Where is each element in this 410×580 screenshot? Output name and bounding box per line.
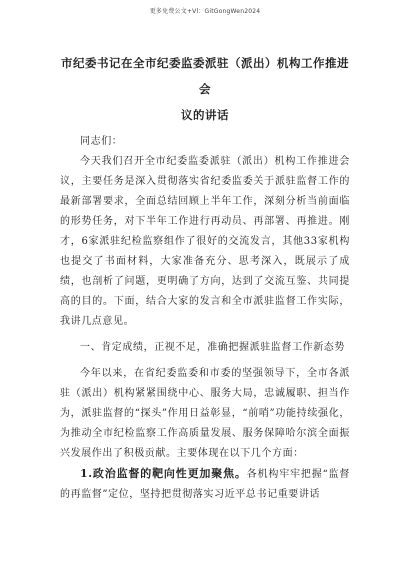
header-note: 更多免费公文+Vl：GitGongWen2024 (149, 8, 261, 15)
title-line-1: 市纪委书记在全市纪委监委派驻（派出）机构工作推进会 (61, 56, 349, 96)
document-title (60, 50, 350, 128)
document-body (60, 50, 350, 505)
title-line-2: 议的讲话 (181, 108, 229, 122)
paragraph-achievements: 今年以来，在省纪委监委和市委的坚强领导下，全市各派驻（派出）机构紧紧围绕中心、服务大局，忠诚履职、担当作为，派驻监督的“探头”作用日益彰显，“前哨”功能持续强化，为推动全市纪检监察工作高质量发展、服务保障哈尔滨全面振兴发展作出了积极贡献。主要体现在以下几个方面： (60, 368, 350, 459)
section-heading-1: 一、肯定成绩，正视不足，准确把握派驻监督工作新态势 (80, 342, 345, 353)
paragraph-point-1 (60, 464, 350, 505)
paragraph-intro: 今天我们召开全市纪委监委派驻（派出）机构工作推进会议，主要任务是深入贯彻落实省纪委监委关于派驻监督工作的最新部署要求，全面总结回顾上半年工作，深刻分析当前面临的形势任务，对下半年工作进行再动员、再部署、再推进。刚才，6家派驻纪检监察组作了很好的交流发言，其他33家机构也提交了书面材料，大家准备充分、思考深入，既展示了成绩，也剖析了问题，更明确了方向，达到了交流互鉴、共同提高的目的。下面，结合大家的发言和全市派驻监督工作实际，我讲几点意见。 (60, 156, 350, 327)
salutation: 同志们： (80, 136, 123, 147)
point-1-text: 各机构牢牢把握“监督的再监督”定位，坚持把贯彻落实习近平总书记重要讲话 (60, 469, 350, 500)
point-1-lead: 1.政治监督的靶向性更加聚焦。 (80, 467, 247, 480)
